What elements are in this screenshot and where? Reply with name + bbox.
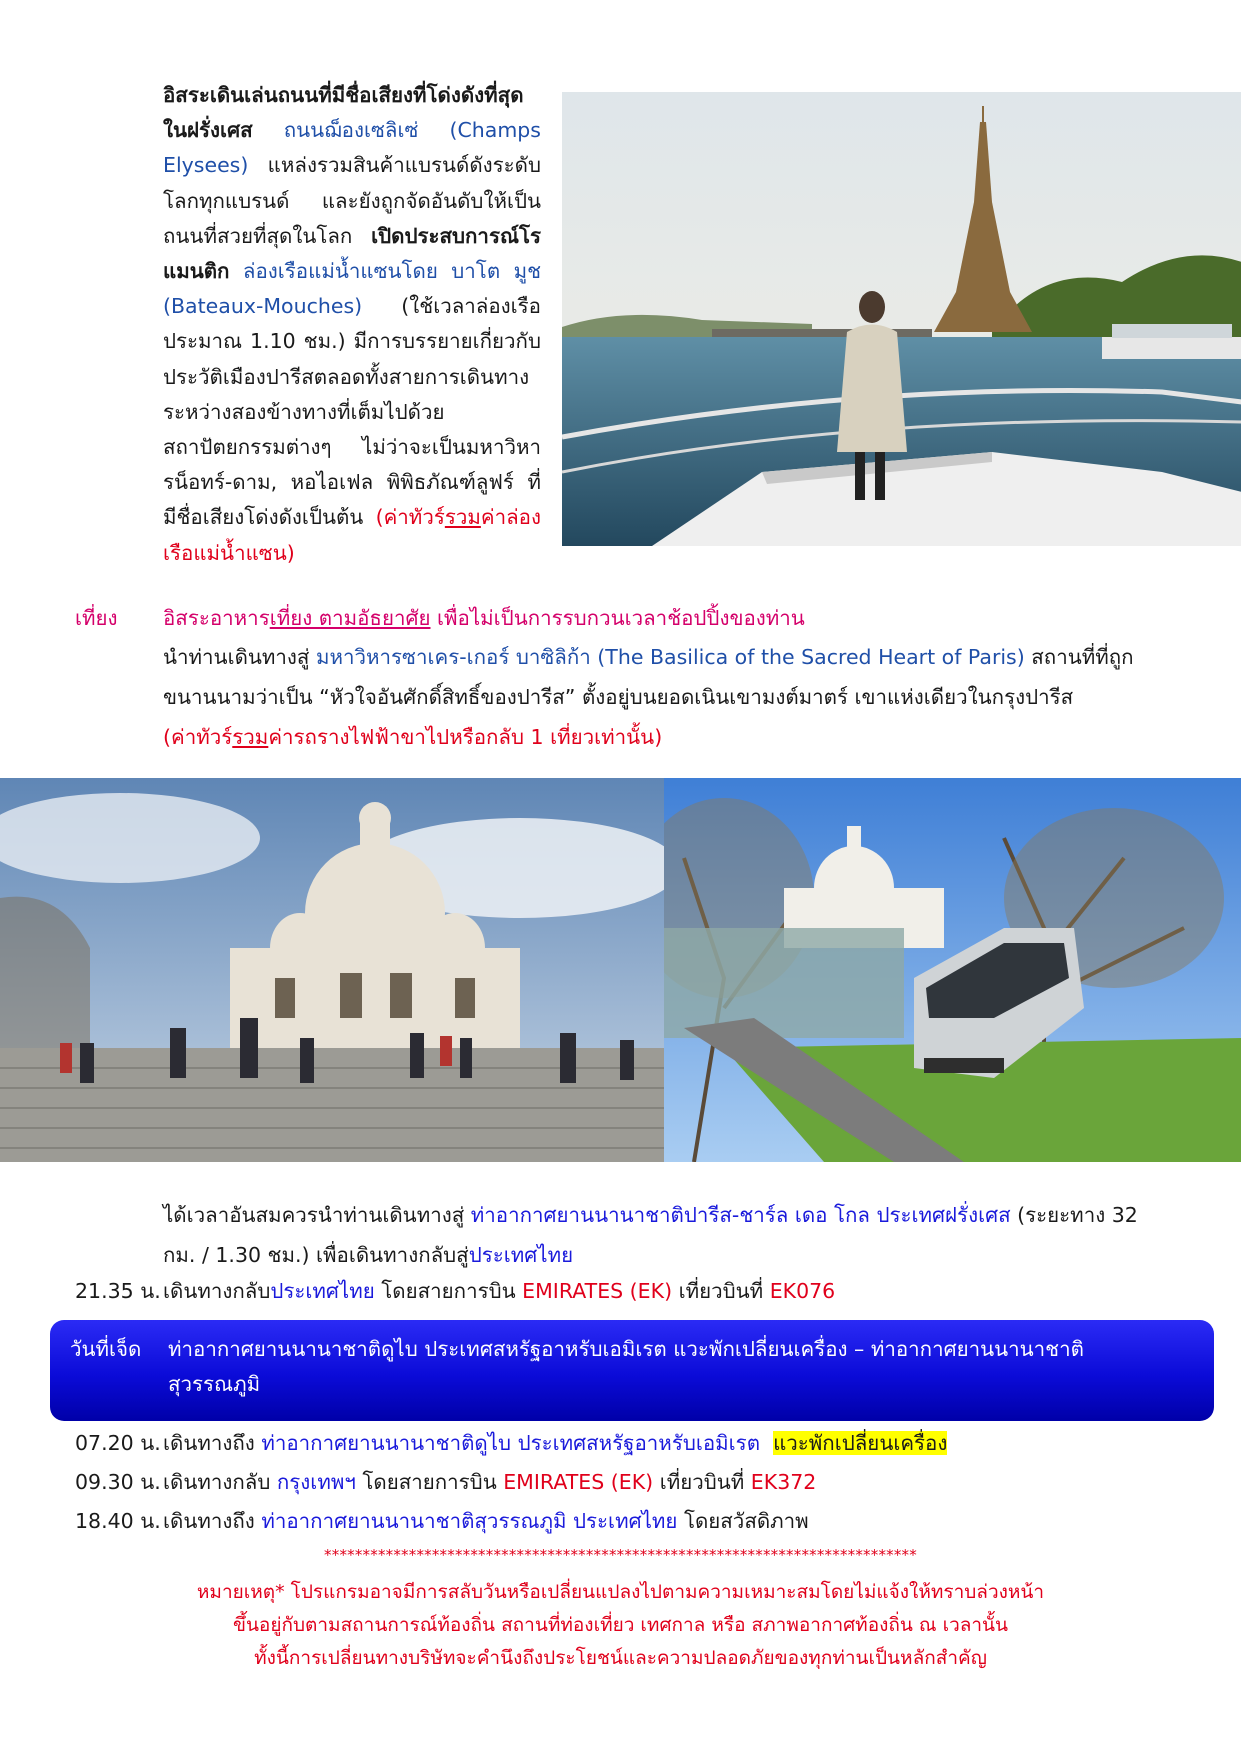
transit-highlight: แวะพักเปลี่ยนเครื่อง	[773, 1431, 948, 1455]
flight-row-1	[0, 1274, 1241, 1309]
dubai-airport: ท่าอากาศยานนานาชาติดูไบ ประเทศสหรัฐอาหรับเอมิเรต	[261, 1431, 761, 1455]
schedule-row-0720	[0, 1426, 1241, 1461]
basilica-paragraph	[163, 637, 1173, 757]
sched3-text	[163, 1504, 1171, 1539]
sched1-text	[163, 1426, 1171, 1461]
flight1-b: ประเทศไทย	[270, 1279, 375, 1303]
schedule-row-0930	[0, 1465, 1241, 1500]
lunch-t2: เที่ยง ตามอัธยาศัย	[269, 606, 431, 630]
seine-cruise-photo	[562, 92, 1241, 546]
sched2-bangkok: กรุงเทพฯ	[276, 1470, 356, 1494]
flight1-text	[163, 1274, 1171, 1309]
intro-text-1: แหล่งรวมสินค้าแบรนด์ดังระดับโลกทุกแบรนด์ และยังถูกจัดอันดับให้เป็นถนนที่สวยที่สุดในโลก	[163, 153, 541, 248]
basilica-a: นำท่านเดินทางสู่	[163, 645, 316, 669]
intro-text-2: (ใช้เวลาล่องเรือประมาณ 1.10 ชม.) มีการบรรยายเกี่ยวกับประวัติเมืองปารีสตลอดทั้งสายการเดินทางระหว่างสองข้างทางที่เต็มไปด้วยสถาปัตยกรรมต่างๆ ไม่ว่าจะเป็นมหาวิหารน็อทร์-ดาม, หอไอเฟล พิพิธภัณฑ์ลูฟร์ ที่มีชื่อเสียงโด่งดังเป็นต้น	[163, 294, 541, 530]
airport-c: (ระยะทาง 32 กม. / 1.30 ชม.) เพื่อเดินทางกลับสู่	[163, 1203, 1138, 1267]
remark-line-3: ทั้งนี้การเปลี่ยนทางบริษัทจะคำนึงถึงประโยชน์และความปลอดภัยของทุกท่านเป็นหลักสำคัญ	[254, 1647, 987, 1669]
flight1-c: โดยสายการบิน	[374, 1279, 523, 1303]
sched2-number: EK372	[750, 1470, 817, 1494]
flight1-number: EK076	[769, 1279, 836, 1303]
stars-divider: *****************************************************************************	[324, 1546, 917, 1564]
sched2-time: 09.30 น.	[75, 1470, 161, 1494]
basilica-note-1: (ค่าทัวร์	[163, 725, 233, 749]
intro-paragraph	[163, 78, 541, 571]
lunch-t1: อิสระอาหาร	[163, 606, 270, 630]
airport-a: ได้เวลาอันสมควรนำท่านเดินทางสู่	[163, 1203, 471, 1227]
flight1-e: เที่ยวบินที่	[672, 1279, 770, 1303]
funicular-photo	[664, 778, 1241, 1162]
sched2-airline: EMIRATES (EK)	[503, 1470, 654, 1494]
day-seven-title: ท่าอากาศยานนานาชาติดูไบ ประเทศสหรัฐอาหรับเอมิเรต แวะพักเปลี่ยนเครื่อง – ท่าอากาศยานนานาชาติสุวรรณภูมิ	[168, 1337, 1084, 1396]
sched2-a: เดินทางกลับ	[163, 1470, 277, 1494]
basilica-name: มหาวิหารซาเคร-เกอร์ บาซิลิก้า (The Basilica of the Sacred Heart of Paris)	[315, 645, 1025, 669]
cruise-note-2: รวม	[444, 505, 481, 530]
cdg-airport: ท่าอากาศยานนานาชาติปารีส-ชาร์ล เดอ โกล ประเทศฝรั่งเศส	[470, 1203, 1011, 1227]
schedule-row-1840	[0, 1504, 1241, 1539]
lunch-row	[0, 601, 1241, 636]
lunch-t3: เพื่อไม่เป็นการรบกวนเวลาช้อปปิ้งของท่าน	[430, 606, 805, 630]
day-seven-label: วันที่เจ็ด	[70, 1337, 142, 1361]
remark-line-1: หมายเหตุ* โปรแกรมอาจมีการสลับวันหรือเปลี่ยนแปลงไปตามความเหมาะสมโดยไม่แจ้งให้ทราบล่วงหน้า	[196, 1581, 1045, 1603]
sched2-e: เที่ยวบินที่	[653, 1470, 751, 1494]
intro-romantic: เปิดประสบการณ์โรแมนติก	[163, 223, 541, 284]
sched3-a: เดินทางถึง	[163, 1509, 262, 1533]
basilica-note-2: รวม	[232, 725, 269, 749]
sched1-a: เดินทางถึง	[163, 1431, 262, 1455]
sched2-text	[163, 1465, 1171, 1500]
flight1-time: 21.35 น.	[75, 1279, 161, 1303]
cruise-note-1: (ค่าทัวร์	[375, 505, 445, 530]
sched2-c: โดยสายการบิน	[355, 1470, 504, 1494]
sacre-coeur-photo	[0, 778, 664, 1162]
sched3-c: โดยสวัสดิภาพ	[677, 1509, 809, 1533]
day-seven-banner	[50, 1320, 1214, 1421]
seine-cruise: ล่องเรือแม่น้ำแซนโดย บาโต มูช (Bateaux-Mouches)	[163, 259, 541, 319]
sched1-time: 07.20 น.	[75, 1431, 161, 1455]
flight1-a: เดินทางกลับ	[163, 1279, 271, 1303]
cruise-note-3: ค่าล่องเรือแม่น้ำแซน)	[163, 505, 541, 565]
basilica-note-3: ค่ารถรางไฟฟ้าขาไปหรือกลับ 1 เที่ยวเท่านั้น)	[268, 725, 663, 749]
suvarnabhumi-airport: ท่าอากาศยานนานาชาติสุวรรณภูมิ ประเทศไทย	[261, 1509, 678, 1533]
airport-thailand: ประเทศไทย	[468, 1243, 574, 1267]
champs-elysees-link: ถนนฌ็องเซลิเซ่ (Champs Elysees)	[163, 118, 541, 178]
flight1-airline: EMIRATES (EK)	[522, 1279, 673, 1303]
airport-paragraph	[163, 1195, 1173, 1275]
lunch-text	[163, 601, 1171, 636]
sched3-time: 18.40 น.	[75, 1509, 161, 1533]
lunch-label: เที่ยง	[75, 606, 118, 630]
remark-line-2: ขึ้นอยู่กับตามสถานการณ์ท้องถิ่น สถานที่ท่องเที่ยว เทศกาล หรือ สภาพอากาศท้องถิ่น ณ เวลานั้น	[232, 1614, 1009, 1636]
intro-lead: อิสระเดินเล่นถนนที่มีชื่อเสียงที่โด่งดังที่สุดในฝรั่งเศส	[163, 83, 524, 143]
basilica-c: สถานที่ที่ถูกขนานนามว่าเป็น “หัวใจอันศักดิ์สิทธิ์ของปารีส” ตั้งอยู่บนยอดเนินเขามงต์มาตร์ เขาแห่งเดียวในกรุงปารีส	[163, 645, 1134, 709]
